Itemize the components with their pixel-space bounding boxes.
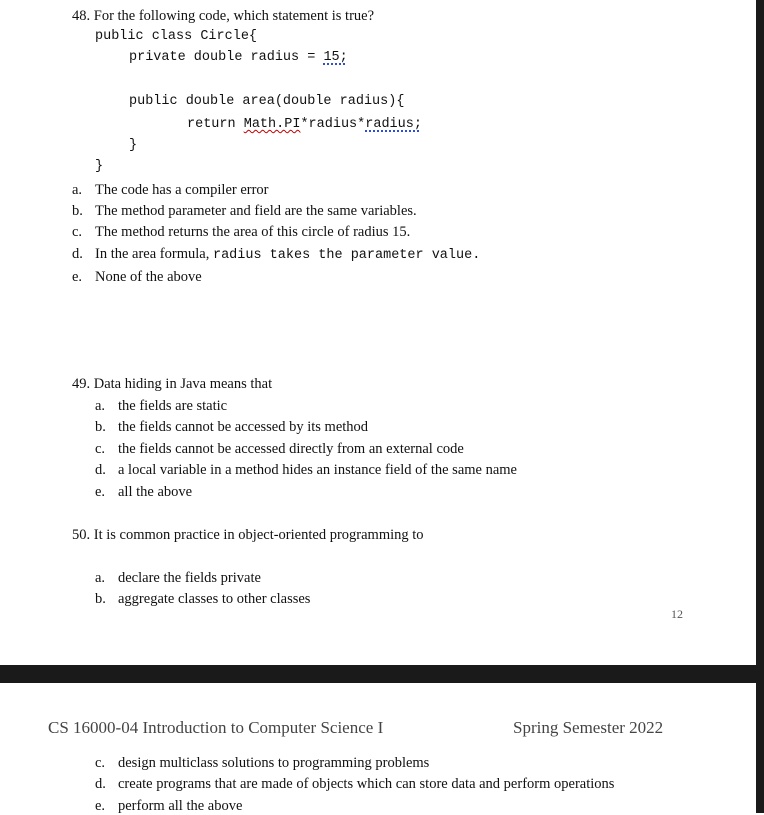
page-number: 12: [671, 607, 683, 621]
q49-option-c-letter: c.: [95, 441, 106, 457]
q48-option-b-letter: b.: [72, 203, 83, 219]
q48-option-d-code: radius: [212, 248, 262, 263]
q50-option-e: perform all the above: [118, 798, 243, 814]
q50-option-a-letter: a.: [95, 570, 106, 586]
q48-option-d-pre: In the area formula,: [95, 246, 213, 262]
q50-option-a: declare the fields private: [118, 570, 261, 586]
q48-option-e-letter: e.: [72, 269, 83, 285]
q50-option-c-letter: c.: [95, 755, 106, 771]
q48-option-a: The code has a compiler error: [95, 182, 269, 198]
q50-option-e-letter: e.: [95, 798, 106, 814]
q48-code-mult: *radius*: [300, 117, 366, 132]
header-semester: Spring Semester 2022: [513, 718, 664, 737]
q49-option-a: the fields are static: [118, 398, 228, 414]
q50-option-b-letter: b.: [95, 591, 106, 607]
q48-option-d-post: takes the parameter value.: [261, 248, 481, 263]
q49-option-d: a local variable in a method hides an instance field of the same name: [118, 462, 517, 478]
q49-option-a-letter: a.: [95, 398, 106, 414]
q49-option-e-letter: e.: [95, 484, 106, 500]
q49-option-c: the fields cannot be accessed directly from an external code: [118, 441, 464, 457]
q48-option-e: None of the above: [95, 269, 202, 285]
q48-code-line3: public double area(double radius){: [129, 94, 405, 109]
q49-option-b-letter: b.: [95, 419, 106, 435]
q48-code-math-pi: Math.PI: [243, 117, 301, 132]
q48-code-line4: [187, 116, 422, 134]
q49-option-e: all the above: [118, 484, 193, 500]
viewer-right-edge: [756, 0, 764, 813]
document-page-13: [0, 683, 756, 813]
q48-code-line2-decl: private double radius =: [129, 50, 324, 65]
page-gap: [0, 665, 764, 683]
q48-code-line2-value: 15;: [323, 50, 348, 65]
q50-option-d-letter: d.: [95, 776, 106, 792]
q48-stem: 48. For the following code, which statement is true?: [72, 8, 375, 24]
q48-option-d-letter: d.: [72, 246, 83, 262]
q50-stem: 50. It is common practice in object-oriented programming to: [72, 527, 424, 543]
q48-option-d: [95, 245, 480, 265]
q48-option-a-letter: a.: [72, 182, 83, 198]
q48-code-line1: public class Circle{: [95, 29, 258, 44]
q50-option-d: create programs that are made of objects which can store data and perform operations: [118, 776, 615, 792]
q50-option-b: aggregate classes to other classes: [118, 591, 311, 607]
q48-code-close-outer: }: [95, 159, 104, 174]
q50-option-c: design multiclass solutions to programming problems: [118, 755, 430, 771]
q48-code-return: return: [187, 117, 244, 132]
header-course: CS 16000-04 Introduction to Computer Science I: [48, 718, 384, 737]
q49-option-d-letter: d.: [95, 462, 106, 478]
q48-code-close-inner: }: [129, 138, 138, 153]
q48-code-radius-end: radius;: [365, 117, 422, 132]
q49-stem: 49. Data hiding in Java means that: [72, 376, 273, 392]
q48-code-line2: [129, 49, 348, 67]
q48-option-c: The method returns the area of this circle of radius 15.: [95, 224, 411, 240]
q49-option-b: the fields cannot be accessed by its method: [118, 419, 369, 435]
q48-option-b: The method parameter and field are the same variables.: [95, 203, 417, 219]
q48-option-c-letter: c.: [72, 224, 83, 240]
